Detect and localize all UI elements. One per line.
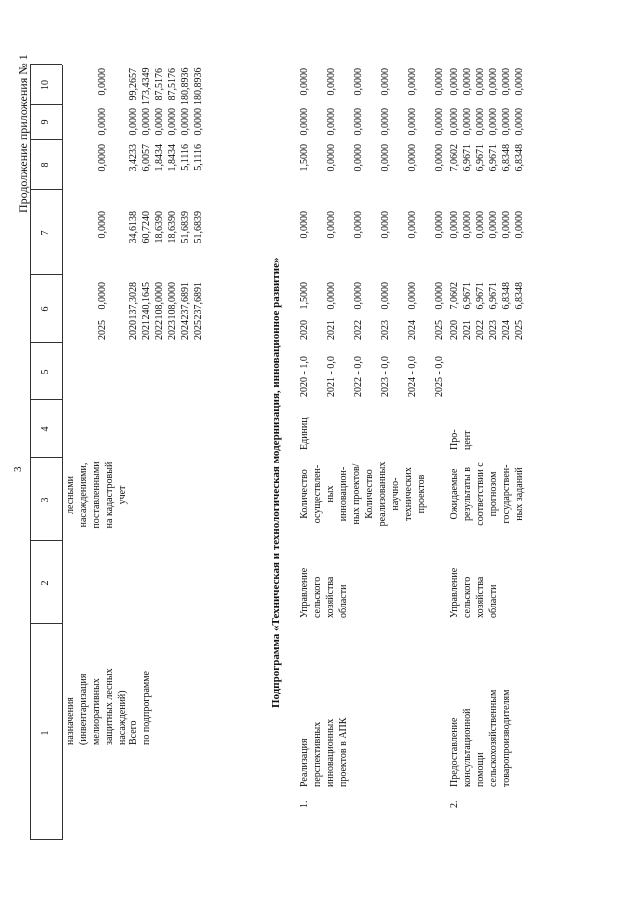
- total-row-5-c10: 180,8936: [193, 67, 204, 105]
- col-divider-4: [30, 399, 62, 400]
- item-1-row-0-c10: 0,0000: [449, 68, 460, 96]
- item-1-row-1-c7: 0,0000: [462, 211, 473, 239]
- col-divider-9: [30, 104, 62, 105]
- item-0-row-0-c10: 0,0000: [299, 68, 310, 96]
- header-col-5: 5: [40, 369, 51, 375]
- item-1-row-2-c7: 0,0000: [475, 211, 486, 239]
- continuation-label: Продолжение приложения № 1: [16, 54, 30, 213]
- header-col-7: 7: [40, 230, 51, 236]
- continued-year: 2025: [97, 320, 108, 340]
- item-0-target-3: 2023 - 0,0: [380, 356, 391, 397]
- item-0-unit: Единиц: [299, 417, 310, 450]
- total-row-4-c10: 180,8936: [180, 67, 191, 105]
- item-1-row-2-c9: 0,0000: [475, 108, 486, 136]
- col-divider-8: [30, 139, 62, 140]
- item-0-row-3-c10: 0,0000: [380, 68, 391, 96]
- item-1-row-0-c9: 0,0000: [449, 108, 460, 136]
- page-number: 3: [12, 466, 24, 472]
- item-0-row-2-year: 2022: [353, 320, 364, 340]
- header-col-4: 4: [40, 426, 51, 432]
- continued-c7: 0,0000: [97, 211, 108, 239]
- item-0-row-2-c9: 0,0000: [353, 108, 364, 136]
- item-0-row-0-c6: 1,5000: [299, 282, 310, 310]
- item-1-row-1-c10: 0,0000: [462, 68, 473, 96]
- item-1-row-3-year: 2023: [488, 320, 499, 340]
- item-1-row-3-c7: 0,0000: [488, 211, 499, 239]
- item-1-number: 2.: [449, 800, 460, 808]
- col-divider-6: [30, 274, 62, 275]
- header-col-10: 10: [40, 80, 51, 90]
- total-row-3-c7: 18,6390: [167, 211, 178, 244]
- item-0-executor: Управление сельского хозяйства области: [299, 567, 349, 618]
- item-0-row-0-c7: 0,0000: [299, 211, 310, 239]
- total-row-3-c8: 1,8434: [167, 144, 178, 172]
- item-0-row-3-c6: 0,0000: [380, 282, 391, 310]
- total-row-5-c6: 237,6891: [193, 282, 204, 320]
- header-col-8: 8: [40, 162, 51, 168]
- item-1-row-1-c8: 6,9671: [462, 144, 473, 172]
- total-row-5-c9: 0,0000: [193, 108, 204, 136]
- table-header-bottom-border: [62, 65, 63, 840]
- item-0-row-3-year: 2023: [380, 320, 391, 340]
- item-1-unit: Про- цент: [449, 429, 473, 450]
- item-1-row-1-year: 2021: [462, 320, 473, 340]
- continued-c6: 0,0000: [97, 282, 108, 310]
- total-row-1-c6: 240,1645: [141, 282, 152, 320]
- item-1-row-0-year: 2020: [449, 320, 460, 340]
- item-0-row-4-c9: 0,0000: [407, 108, 418, 136]
- item-0-indicator: Количество осуществлен- ных инновацион- ных проектов/ Количество реализованных научно- технических проектов: [299, 461, 427, 527]
- item-0-row-5-c7: 0,0000: [434, 211, 445, 239]
- total-row-4-c9: 0,0000: [180, 108, 191, 136]
- header-col-9: 9: [40, 119, 51, 125]
- total-row-2-c8: 1,8434: [154, 144, 165, 172]
- item-0-row-1-c6: 0,0000: [326, 282, 337, 310]
- total-row-2-c6: 108,0000: [154, 282, 165, 320]
- item-0-row-0-c9: 0,0000: [299, 108, 310, 136]
- item-0-row-4-c6: 0,0000: [407, 282, 418, 310]
- item-0-target-5: 2025 - 0,0: [434, 356, 445, 397]
- item-0-name: Реализация перспективных инновационных проектов в АПК: [299, 717, 349, 787]
- item-1-row-4-c8: 6,8348: [501, 144, 512, 172]
- item-1-row-3-c6: 6,9671: [488, 282, 499, 310]
- total-row-4-c7: 51,6839: [180, 211, 191, 244]
- item-1-row-5-c8: 6,8348: [514, 144, 525, 172]
- item-0-row-0-c8: 1,5000: [299, 144, 310, 172]
- item-0-row-5-c8: 0,0000: [434, 144, 445, 172]
- total-row-1-c9: 0,0000: [141, 108, 152, 136]
- total-row-0-c6: 137,3028: [128, 282, 139, 320]
- total-row-0-c10: 99,2657: [128, 68, 139, 101]
- item-1-row-2-c10: 0,0000: [475, 68, 486, 96]
- item-0-row-5-c9: 0,0000: [434, 108, 445, 136]
- item-0-row-1-c8: 0,0000: [326, 144, 337, 172]
- item-0-row-3-c7: 0,0000: [380, 211, 391, 239]
- item-0-row-4-c8: 0,0000: [407, 144, 418, 172]
- item-0-row-4-c10: 0,0000: [407, 68, 418, 96]
- item-1-executor: Управление сельского хозяйства области: [449, 567, 499, 618]
- item-1-row-4-c6: 6,8348: [501, 282, 512, 310]
- header-col-3: 3: [40, 497, 51, 503]
- header-col-2: 2: [40, 580, 51, 586]
- item-1-row-5-c10: 0,0000: [514, 68, 525, 96]
- item-0-row-1-c7: 0,0000: [326, 211, 337, 239]
- col-divider-1: [30, 623, 62, 624]
- item-0-row-3-c8: 0,0000: [380, 144, 391, 172]
- item-1-row-0-c6: 7,0602: [449, 282, 460, 310]
- item-1-row-0-c8: 7,0602: [449, 144, 460, 172]
- total-row-4-year: 2024: [180, 320, 191, 340]
- continued-indicator: лесными насаждениями, поставленными на кадастровый учет: [65, 461, 128, 529]
- col-divider-2: [30, 540, 62, 541]
- item-1-row-3-c10: 0,0000: [488, 68, 499, 96]
- item-1-name: Предоставление консультационной помощи сельскохозяйственным товаропроизводителям: [449, 689, 512, 787]
- item-0-row-2-c7: 0,0000: [353, 211, 364, 239]
- item-1-row-5-c9: 0,0000: [514, 108, 525, 136]
- item-1-row-3-c9: 0,0000: [488, 108, 499, 136]
- total-row-3-year: 2023: [167, 320, 178, 340]
- item-0-row-5-year: 2025: [434, 320, 445, 340]
- total-row-4-c8: 5,1116: [180, 144, 191, 171]
- total-row-0-c7: 34,6138: [128, 211, 139, 244]
- total-row-0-c8: 3,4233: [128, 144, 139, 172]
- total-row-0-c9: 0,0000: [128, 108, 139, 136]
- item-1-row-2-c6: 6,9671: [475, 282, 486, 310]
- total-row-3-c9: 0,0000: [167, 108, 178, 136]
- continued-c10: 0,0000: [97, 68, 108, 96]
- item-0-number: 1.: [299, 800, 310, 808]
- total-name: Всего по подпрограмме: [128, 671, 152, 745]
- item-0-row-5-c6: 0,0000: [434, 282, 445, 310]
- total-row-0-year: 2020: [128, 320, 139, 340]
- item-1-row-3-c8: 6,9671: [488, 144, 499, 172]
- item-0-row-0-year: 2020: [299, 320, 310, 340]
- col-divider-3: [30, 457, 62, 458]
- continued-name: назначения (инвентаризация мелиоративных защитных лесных насаждений): [65, 668, 128, 745]
- header-col-6: 6: [40, 306, 51, 312]
- item-0-row-5-c10: 0,0000: [434, 68, 445, 96]
- total-row-5-c7: 51,6839: [193, 211, 204, 244]
- item-1-row-5-year: 2025: [514, 320, 525, 340]
- total-row-2-year: 2022: [154, 320, 165, 340]
- total-row-1-c10: 173,4349: [141, 67, 152, 105]
- item-1-row-1-c9: 0,0000: [462, 108, 473, 136]
- item-0-target-1: 2021 - 0,0: [326, 356, 337, 397]
- item-1-row-5-c6: 6,8348: [514, 282, 525, 310]
- item-0-row-1-year: 2021: [326, 320, 337, 340]
- item-1-row-4-c9: 0,0000: [501, 108, 512, 136]
- item-1-row-4-year: 2024: [501, 320, 512, 340]
- item-1-row-4-c7: 0,0000: [501, 211, 512, 239]
- item-1-row-5-c7: 0,0000: [514, 211, 525, 239]
- total-row-2-c7: 18,6390: [154, 211, 165, 244]
- item-0-target-4: 2024 - 0,0: [407, 356, 418, 397]
- item-1-row-0-c7: 0,0000: [449, 211, 460, 239]
- item-0-row-1-c9: 0,0000: [326, 108, 337, 136]
- item-1-indicator: Ожидаемые результаты в соответствии с прогнозом государствен- ных заданий: [449, 462, 525, 526]
- item-0-row-2-c6: 0,0000: [353, 282, 364, 310]
- item-0-row-2-c10: 0,0000: [353, 68, 364, 96]
- item-0-row-3-c9: 0,0000: [380, 108, 391, 136]
- total-row-3-c6: 108,0000: [167, 282, 178, 320]
- item-1-row-1-c6: 6,9671: [462, 282, 473, 310]
- continued-c8: 0,0000: [97, 144, 108, 172]
- total-row-2-c10: 87,5176: [154, 68, 165, 101]
- item-0-row-4-year: 2024: [407, 320, 418, 340]
- col-divider-0: [30, 839, 62, 840]
- item-0-row-1-c10: 0,0000: [326, 68, 337, 96]
- total-row-1-c8: 6,0057: [141, 144, 152, 172]
- continued-c9: 0,0000: [97, 108, 108, 136]
- item-0-row-4-c7: 0,0000: [407, 211, 418, 239]
- subprogram-title: Подпрограмма «Техническая и технологическая модернизация, инновационное развитие»: [270, 257, 282, 708]
- total-row-3-c10: 87,5176: [167, 68, 178, 101]
- total-row-5-year: 2025: [193, 320, 204, 340]
- col-divider-7: [30, 189, 62, 190]
- item-1-row-2-c8: 6,9671: [475, 144, 486, 172]
- item-1-row-2-year: 2022: [475, 320, 486, 340]
- item-1-row-4-c10: 0,0000: [501, 68, 512, 96]
- item-0-target-2: 2022 - 0,0: [353, 356, 364, 397]
- total-row-2-c9: 0,0000: [154, 108, 165, 136]
- total-row-4-c6: 237,6891: [180, 282, 191, 320]
- col-divider-5: [30, 342, 62, 343]
- col-divider-10: [30, 64, 62, 65]
- total-row-1-c7: 60,7240: [141, 211, 152, 244]
- table-top-border: [30, 65, 31, 840]
- item-0-row-2-c8: 0,0000: [353, 144, 364, 172]
- total-row-5-c8: 5,1116: [193, 144, 204, 171]
- item-0-target-0: 2020 - 1,0: [299, 356, 310, 397]
- header-col-1: 1: [40, 730, 51, 736]
- total-row-1-year: 2021: [141, 320, 152, 340]
